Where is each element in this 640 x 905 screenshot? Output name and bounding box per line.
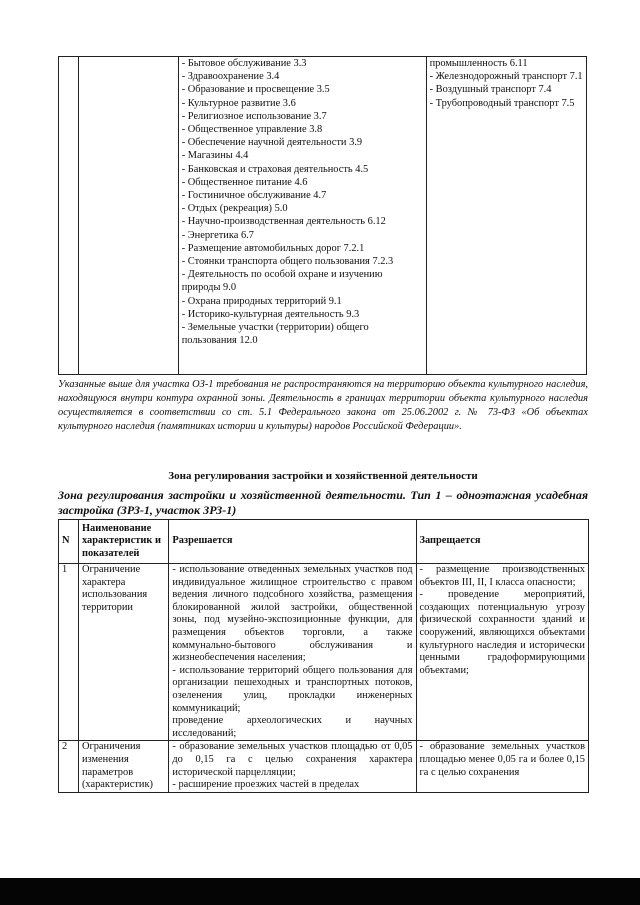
list-item: - использование отведенных земельных участков под индивидуальное жилищное строительство с правом ведения личного подсобного хозяйства, размещения блокированной жилой застройки, общественной зоны, под музейно-экспозиционные функции, для размещения объектов торговли, а также коммунально-бытового обслуживания и жизнеобеспечения населения; <box>172 564 413 664</box>
list-item: - Деятельность по особой охране и изучению природы 9.0 <box>181 269 383 294</box>
list-item: - Земельные участки (территории) общего пользования 12.0 <box>181 322 369 347</box>
table-row <box>59 57 587 375</box>
list-item: - Размещение автомобильных дорог 7.2.1 <box>181 242 365 254</box>
list-item: - Гостиничное обслуживание 4.7 <box>181 190 327 202</box>
list-item: - Научно-производственная деятельность 6.12 <box>181 216 386 228</box>
row-forbidden <box>416 564 589 741</box>
list-item: - Воздушный транспорт 7.4 <box>429 84 552 96</box>
table-cell-allowed <box>178 57 426 375</box>
list-item: - Образование и просвещение 3.5 <box>181 84 330 96</box>
header-number: N <box>59 520 79 564</box>
list-item: - Отдых (рекреация) 5.0 <box>181 203 288 215</box>
list-item: промышленность 6.11 <box>429 58 528 69</box>
header-allowed: Разрешается <box>169 520 416 564</box>
header-name: Наименование характеристик и показателей <box>78 520 168 564</box>
row-allowed <box>169 564 416 741</box>
row-allowed <box>169 741 416 792</box>
list-item: - Здравоохранение 3.4 <box>181 71 280 83</box>
row-forbidden <box>416 741 589 792</box>
land-use-table-continued <box>58 56 587 375</box>
list-item: - Религиозное использование 3.7 <box>181 110 327 122</box>
row-number: 1 <box>59 564 79 741</box>
list-item: - Бытовое обслуживание 3.3 <box>181 58 307 69</box>
table-row <box>59 564 589 741</box>
list-item: - Железнодорожный транспорт 7.1 <box>429 71 583 83</box>
row-number: 2 <box>59 741 79 792</box>
table-cell-name <box>78 57 178 375</box>
list-item: - Общественное питание 4.6 <box>181 176 308 188</box>
list-item: - Охрана природных территорий 9.1 <box>181 295 342 307</box>
scan-bottom-edge <box>0 878 640 905</box>
list-item: - Общественное управление 3.8 <box>181 124 323 136</box>
list-item: - образование земельных участков площадью от 0,05 до 0,15 га с целью сохранения характера исторической парцелляции; <box>172 741 413 778</box>
zone-regulation-table <box>58 519 589 793</box>
list-item: - Банковская и страховая деятельность 4.5 <box>181 163 369 175</box>
list-item: - расширение проезжих частей в пределах <box>172 779 360 791</box>
list-item: - Магазины 4.4 <box>181 150 249 162</box>
list-item: - Обеспечение научной деятельности 3.9 <box>181 137 363 149</box>
table-cell-number <box>59 57 79 375</box>
list-item: - проведение мероприятий, создающих потенциальную угрозу физической сохранности зданий и сооружений, являющихся объектами культурного наследия и исторически ценными градоформирующими объектами; <box>419 589 585 676</box>
table-cell-conditional <box>426 57 586 375</box>
row-name: Ограничение характера использования территории <box>78 564 168 741</box>
list-item: - образование земельных участков площадью менее 0,05 га и более 0,15 га с целью сохранения <box>419 741 585 778</box>
list-item: - Культурное развитие 3.6 <box>181 97 296 109</box>
list-item: - использование территорий общего пользования для организации пешеходных и транспортных потоков, озеленения улиц, прокладки инженерных коммуникаций; <box>172 664 413 714</box>
table-header-row <box>59 520 589 564</box>
header-forbidden: Запрещается <box>416 520 589 564</box>
section-heading: Зона регулирования застройки и хозяйственной деятельности <box>168 470 478 482</box>
list-item: - Трубопроводный транспорт 7.5 <box>429 97 575 109</box>
list-item: - Стоянки транспорта общего пользования 7.2.3 <box>181 256 394 268</box>
row-name: Ограничения изменения параметров (характеристик) <box>78 741 168 792</box>
heritage-note: Указанные выше для участка ОЗ-1 требования не распространяются на территорию объекта культурного наследия, находящуюся внутри контура охранной зоны. Деятельность в границах территории объекта культурного наследия осуществляется в соответствии со ст. 5.1 Федерального закона от 25.06.2002 г. № 73-ФЗ «Об объектах культурного наследия (памятниках истории и культуры) народов Российской Федерации». <box>58 379 588 432</box>
table-row <box>59 741 589 792</box>
list-item: - Историко-культурная деятельность 9.3 <box>181 308 360 320</box>
list-item: проведение археологических и научных исследований; <box>172 715 413 739</box>
section-subheading: Зона регулирования застройки и хозяйственной деятельности. Тип 1 – одноэтажная усадебная застройка (ЗРЗ-1, участок ЗРЗ-1) <box>58 488 588 517</box>
list-item: - размещение производственных объектов III, II, I класса опасности; <box>419 564 585 588</box>
list-item: - Энергетика 6.7 <box>181 229 254 241</box>
